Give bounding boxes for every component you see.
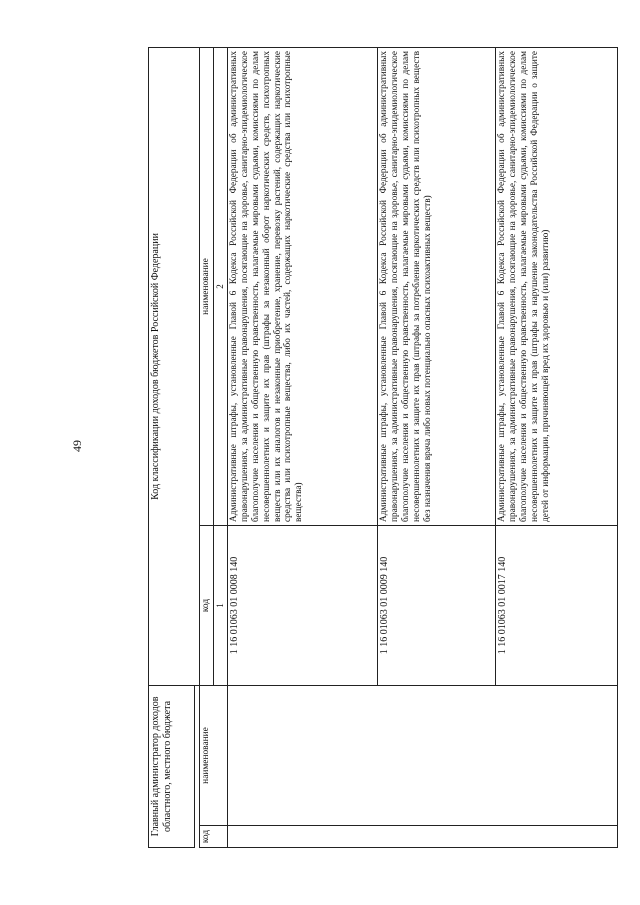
header-col-name2: наименование [200,47,214,525]
header-col-name: наименование [200,686,228,826]
empty-admin-code-cell [228,826,618,848]
row-code: 1 16 01063 01 0017 140 [496,526,618,686]
header-col-code2: код [200,526,214,686]
revenue-classification-table [148,47,618,848]
empty-admin-name-cell [228,686,618,826]
header-col-code: код [200,826,228,848]
row-code: 1 16 01063 01 0008 140 [228,526,378,686]
row-name: Административные штрафы, установленные Главой 6 Кодекса Российской Федерации об административных правонарушениях, за административные правонарушения, посягающие на здоровье, санитарно-эпидемиологическое благополучие населения и общественную нравственность, налагаемые мировыми судьями, комиссиями по делам несовершеннолетних и защите их прав (штрафы за незаконный оборот наркотических средств, психотропных веществ или их аналогов и незаконные приобретение, хранение, перевозку растений, содержащих наркотические средства или психотропные вещества, либо их частей, содержащих наркотические средства или психотропные вещества) [228,47,378,525]
table-row [228,47,378,847]
row-name: Административные штрафы, установленные Главой 6 Кодекса Российской Федерации об административных правонарушениях, за административные правонарушения, посягающие на здоровье, санитарно-эпидемиологическое благополучие населения и общественную нравственность, налагаемые мировыми судьями, комиссиями по делам несовершеннолетних и защите их прав (штрафы за потребление наркотических средств или психотропных веществ без назначения врача либо новых потенциально опасных психоактивных веществ) [378,47,496,525]
header-num-1: 1 [214,526,228,686]
document-body [70,48,618,848]
row-name: Административные штрафы, установленные Главой 6 Кодекса Российской Федерации об административных правонарушениях, за административные правонарушения, посягающие на здоровье, санитарно-эпидемиологическое благополучие населения и общественную нравственность, налагаемые мировыми судьями, комиссиями по делам несовершеннолетних и защите их прав (штрафы за нарушение законодательства Российской Федерации о защите детей от информации, причиняющей вред их здоровью и (или) развитию) [496,47,618,525]
header-admin-title: Главный администратор доходов областного, местного бюджета [149,686,195,848]
header-classification-title: Код классификации доходов бюджетов Российской Федерации [149,47,200,685]
header-num-2: 2 [214,47,228,525]
page-number: 49 [70,440,84,452]
row-code: 1 16 01063 01 0009 140 [378,526,496,686]
rotated-document [70,48,618,848]
